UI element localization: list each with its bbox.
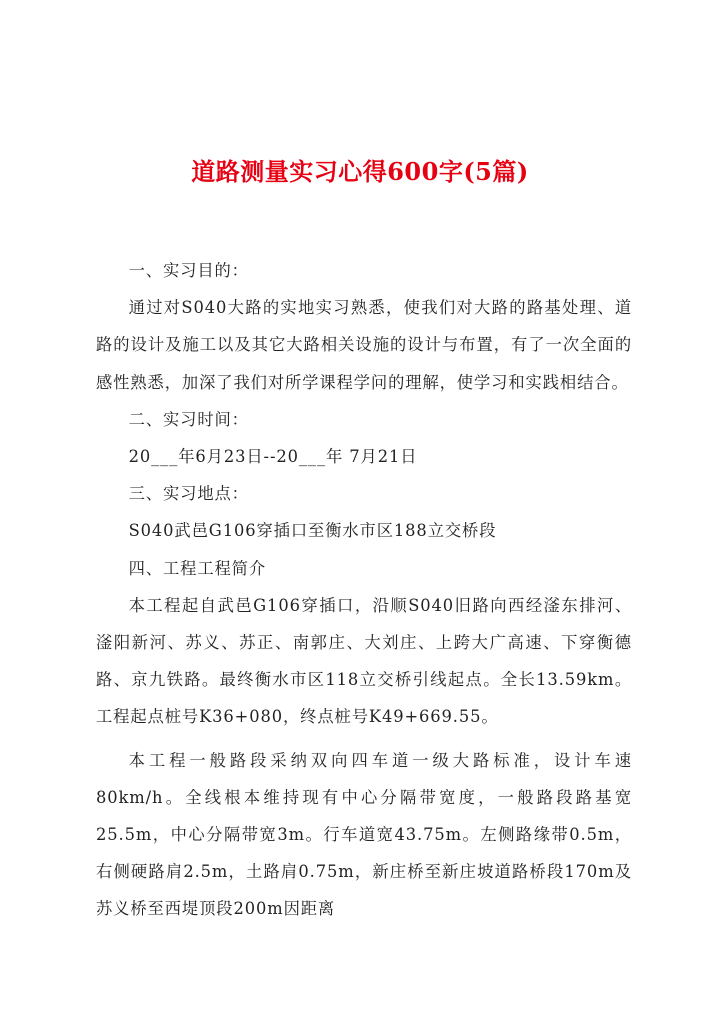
section-heading-time: 二、实习时间：: [128, 409, 249, 429]
section-heading-location: 三、实习地点：: [128, 484, 249, 504]
paragraph-time: 20___年6月23日--20___年 7月21日: [128, 447, 418, 467]
paragraph-location: S040武邑G106穿插口至衡水市区188立交桥段: [128, 521, 497, 541]
paragraph-project-standard: 本工程一般路段采纳双向四车道一级大路标准，设计车速80km/h。全线根本维持现有中心分隔带宽度，一般路段路基宽25.5m，中心分隔带宽3m。行车道宽43.75m。左侧路缘带0.5m，右侧硬路肩2.5m，土路肩0.75m，新庄桥至新庄坡道路桥段170m及苏义桥至西堤顶段200m因距离: [96, 750, 632, 919]
document-body: [96, 252, 632, 928]
paragraph-project-route: 本工程起自武邑G106穿插口，沿顺S040旧路向西经滏东排河、滏阳新河、苏义、苏正、南郭庄、大刘庄、上跨大广高速、下穿衡德路、京九铁路。最终衡水市区118立交桥引线起点。全长13.59km。工程起点桩号K36+080，终点桩号K49+669.55。: [96, 595, 632, 727]
section-heading-purpose: 一、实习目的：: [128, 261, 249, 280]
section-heading-project: 四、工程工程简介: [128, 558, 267, 578]
paragraph-purpose: 通过对S040大路的实地实习熟悉，使我们对大路的路基处理、道路的设计及施工以及其它大路相关设施的设计与布置，有了一次全面的感性熟悉，加深了我们对所学课程学问的理解，使学习和实践相结合。: [96, 298, 632, 392]
document-title: 道路测量实习心得600字(5篇): [191, 157, 529, 186]
